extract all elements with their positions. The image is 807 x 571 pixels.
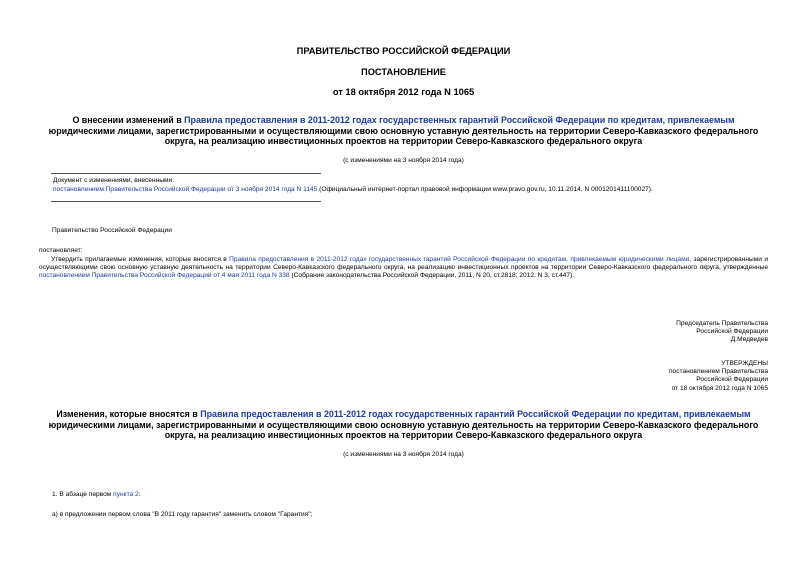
- signature-country: Российской Федерации: [696, 328, 768, 336]
- item-1-end: :: [138, 491, 141, 498]
- changes-box-label: Документ с изменениями, внесенными:: [53, 177, 175, 184]
- changes-box-entry: [53, 186, 753, 194]
- title-prefix: О внесении изменений в: [72, 115, 185, 125]
- signature-title: Председатель Правительства: [676, 320, 768, 327]
- approved-by: постановлением Правительства: [668, 368, 768, 376]
- document-date: от 18 октября 2012 года N 1065: [332, 87, 475, 97]
- government-label: Правительство Российской Федерации: [52, 227, 172, 234]
- title-rules-link[interactable]: Правила предоставления в 2011-2012 годах государственных гарантий Российской Федерации по кредитам, привлекаемым: [184, 115, 735, 125]
- approved-heading: УТВЕРЖДЕНЫ: [721, 360, 768, 367]
- decree-338-link[interactable]: постановлением Правительства Российской Федерации от 4 мая 2011 года N 338: [39, 272, 290, 280]
- signature-block: [676, 320, 768, 345]
- document-title: [48, 115, 759, 147]
- government-name: ПРАВИТЕЛЬСТВО РОССИЙСКОЙ ФЕДЕРАЦИИ: [296, 46, 511, 56]
- changes-title-rest: юридическими лицами, зарегистрированными и осуществляющими свою основную уставную деятельность на территории Северо-Кавказского федерального округа, на реализацию инвестиционных проектов на территории Северо-Кавказского федерального округа: [48, 419, 759, 441]
- rules-link[interactable]: Правила предоставления в 2011-2012 годах государственных гарантий Российской Федерации по кредитам, привлекаемым юридическими лицами,: [229, 256, 692, 263]
- clause-2-link[interactable]: пункта 2: [113, 491, 139, 498]
- paragraph-mid: зарегистрированными и осуществляющими свою основную уставную деятельность на территории Северо-Кавказского федерального округа, на реализацию инвестиционных проектов на территории Северо-Кавказского федерального округа, утвержденные: [39, 256, 769, 272]
- changes-box-top-rule: [51, 173, 321, 174]
- resolves-label: постановляет:: [39, 247, 83, 254]
- paragraph-end: (Собрание законодательства Российской Федерации, 2011, N 20, ст.2818; 2012, N 3, ст.447).: [289, 272, 575, 280]
- amended-note: (с изменениями на 3 ноября 2014 года): [343, 157, 464, 164]
- approved-block: [669, 360, 768, 393]
- changes-box-bottom-rule: [51, 201, 321, 202]
- item-1a: а) в предложении первом слова "В 2011 году гарантия" заменить словом "Гарантия";: [52, 511, 313, 518]
- signature-name: Д.Медведев: [730, 336, 768, 344]
- approved-country: Российской Федерации: [696, 376, 768, 384]
- amendment-decree-link[interactable]: постановлением Правительства Российской Федерации от 3 ноября 2014 года N 1145: [53, 186, 318, 193]
- changes-title: [48, 409, 759, 441]
- paragraph-start: Утвердить прилагаемые изменения, которые вносятся в: [51, 256, 230, 263]
- changes-title-rules-link[interactable]: Правила предоставления в 2011-2012 годах государственных гарантий Российской Федерации по кредитам, привлекаемым: [200, 409, 751, 419]
- changes-title-prefix: Изменения, которые вносятся в: [56, 409, 201, 419]
- title-rest: юридическими лицами, зарегистрированными и осуществляющими свою основную уставную деятельность на территории Северо-Кавказского федерального округа, на реализацию инвестиционных проектов на территории Северо-Кавказского федерального округа: [48, 125, 759, 147]
- approved-date: от 18 октября 2012 года N 1065: [671, 384, 768, 392]
- item-1-start: 1. В абзаце первом: [52, 491, 114, 498]
- document-type: ПОСТАНОВЛЕНИЕ: [361, 67, 446, 77]
- item-1: [52, 491, 141, 499]
- amended-note-2: (с изменениями на 3 ноября 2014 года): [343, 451, 464, 458]
- resolution-paragraph: [39, 256, 768, 281]
- amendment-source: (Официальный интернет-портал правовой информации www.pravo.gov.ru, 10.11.2014, N 0001201411100027).: [317, 186, 653, 193]
